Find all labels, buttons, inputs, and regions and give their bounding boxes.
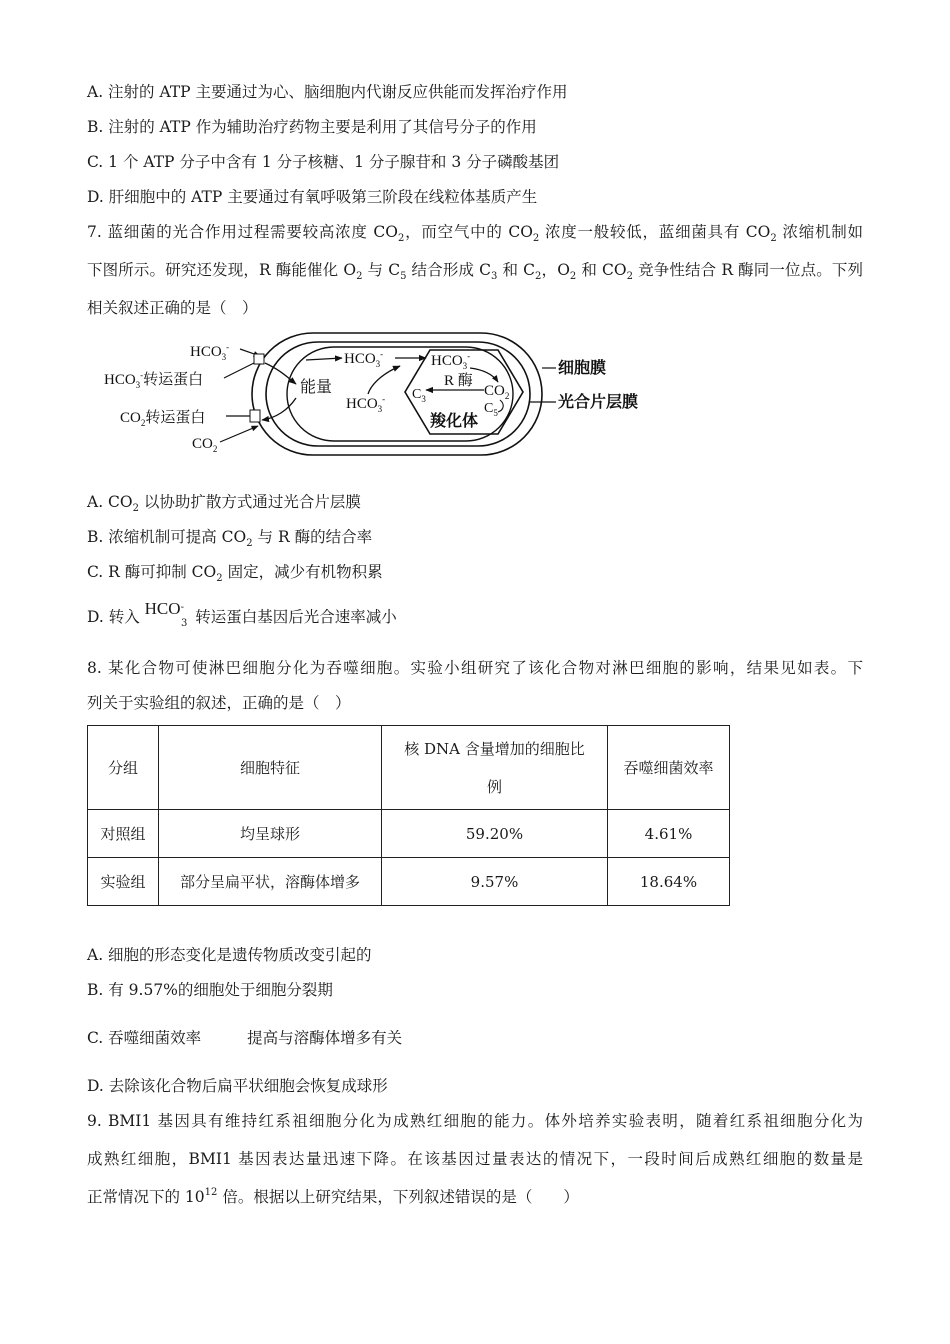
q7-stem-line1: 7. 蓝细菌的光合作用过程需要较高浓度 $CO_2$，而空气中的 $CO_2$ 浓度一般较低，蓝细菌具有 $CO_2$ 浓缩机制如 — [87, 223, 863, 245]
q8-option-b: B. 有 9.57%的细胞处于细胞分裂期 — [87, 981, 333, 999]
cell-membrane-label: 细胞膜 — [558, 360, 607, 377]
table-header-cell: 核 DNA 含量增加的细胞比 例 — [382, 726, 608, 810]
co2-concentrating-diagram — [100, 330, 660, 460]
q6-option-b: B. 注射的 ATP 作为辅助治疗药物主要是利用了其信号分子的作用 — [87, 118, 537, 136]
q7-option-c: C. R 酶可抑制 $CO_2$ 固定，减少有机物积累 — [87, 563, 383, 585]
q7-option-b: B. 浓缩机制可提高 $CO_2$ 与 R 酶的结合率 — [87, 528, 373, 550]
table-header-cell: 细胞特征 — [159, 726, 382, 810]
table-header-row — [88, 726, 730, 810]
hco3-outer-label: $HCO_3^-$ — [190, 342, 230, 362]
table-header-cell: 吞噬细菌效率 — [608, 726, 730, 810]
q6-option-a: A. 注射的 ATP 主要通过为心、脑细胞内代谢反应供能而发挥治疗作用 — [87, 83, 568, 101]
q7-stem-line2: 下图所示。研究还发现，R 酶能催化 $O_2$ 与 $C_5$ 结合形成 $C_3$ 和 $C_2$，$O_2$ 和 $CO_2$ 竞争性结合 R 酶同一位点。下列 — [87, 261, 864, 283]
hco3-inner-left-label: $HCO_3^-$ — [346, 394, 386, 414]
thylakoid-label: 光合片层膜 — [558, 394, 639, 411]
table-row — [88, 858, 730, 906]
hco3-transporter-label: $HCO_3^-$转运蛋白 — [104, 370, 204, 390]
co2-outer-label: $CO_2$ — [192, 436, 218, 454]
q8-option-a: A. 细胞的形态变化是遗传物质改变引起的 — [87, 946, 372, 964]
q7-stem-line3: 相关叙述正确的是（ ） — [87, 299, 258, 317]
q7-option-d: D. 转入 $HCO^-_3$ 转运蛋白基因后光合速率减小 — [87, 599, 397, 630]
table-header-cell: 分组 — [88, 726, 159, 810]
carboxysome-label: 羧化体 — [430, 413, 479, 430]
table-cell: 9.57% — [382, 858, 608, 906]
q6-option-c: C. 1 个 ATP 分子中含有 1 分子核糖、1 分子腺苷和 3 分子磷酸基团 — [87, 153, 560, 171]
table-cell: 部分呈扁平状，溶酶体增多 — [159, 858, 382, 906]
table-cell: 实验组 — [88, 858, 159, 906]
table-row — [88, 810, 730, 858]
co2-transporter-label: $CO_2$转运蛋白 — [120, 410, 206, 428]
table-cell: 18.64% — [608, 858, 730, 906]
table-cell: 59.20% — [382, 810, 608, 858]
c3-label: $C_3$ — [412, 387, 426, 404]
q6-option-d: D. 肝细胞中的 ATP 主要通过有氧呼吸第三阶段在线粒体基质产生 — [87, 188, 538, 206]
q8-stem-line1: 8. 某化合物可使淋巴细胞分化为吞噬细胞。实验小组研究了该化合物对淋巴细胞的影响，结果见如表。下 — [87, 659, 863, 677]
q7-option-a: A. $CO_2$ 以协助扩散方式通过光合片层膜 — [87, 493, 361, 515]
co2-transporter — [250, 410, 260, 422]
c5-label: $C_5$ — [484, 401, 498, 418]
hco3-inner-top-label: $HCO_3^-$ — [344, 349, 384, 369]
table-cell: 均呈球形 — [159, 810, 382, 858]
table-cell: 4.61% — [608, 810, 730, 858]
results-table — [87, 725, 730, 906]
co2-carboxysome-label: $CO_2$ — [484, 383, 510, 401]
q8-option-d: D. 去除该化合物后扁平状细胞会恢复成球形 — [87, 1077, 388, 1095]
q9-stem-line1: 9. BMI1 基因具有维持红系祖细胞分化为成熟红细胞的能力。体外培养实验表明，随着红系祖细胞分化为 — [87, 1112, 863, 1130]
table-cell: 对照组 — [88, 810, 159, 858]
q8-stem-line2: 列关于实验组的叙述，正确的是（ ） — [87, 694, 351, 712]
hco3-carboxysome-label: $HCO_3^-$ — [431, 351, 471, 371]
q8-option-c: C. 吞噬细菌效率 提高与溶酶体增多有关 — [87, 1029, 403, 1047]
r-enzyme-label: R 酶 — [444, 373, 473, 389]
q9-stem-line2: 成熟红细胞，BMI1 基因表达量迅速下降。在该基因过量表达的情况下，一段时间后成熟红细胞的数量是 — [87, 1150, 863, 1168]
hco3-transporter — [254, 354, 264, 364]
q9-stem-line3: 正常情况下的 $10^{12}$ 倍。根据以上研究结果，下列叙述错误的是（ ） — [87, 1186, 579, 1206]
energy-label: 能量 — [300, 379, 333, 396]
